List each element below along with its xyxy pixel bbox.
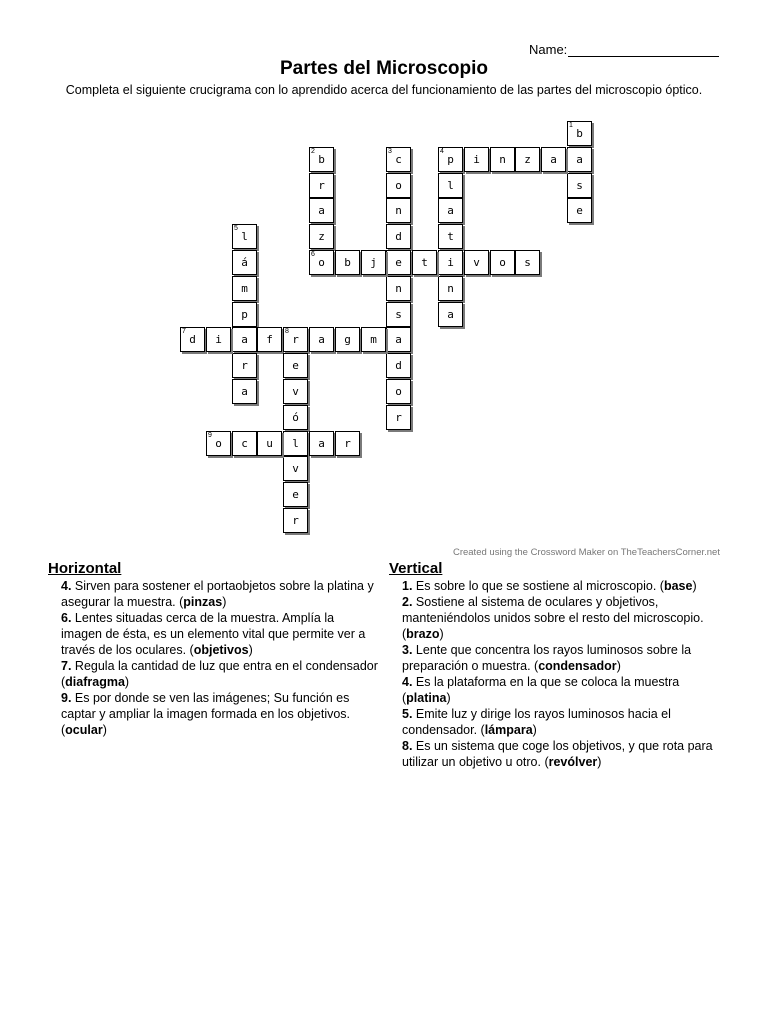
clue-num: 2. — [402, 595, 413, 609]
crossword-cell[interactable] — [283, 353, 308, 378]
crossword-cell[interactable] — [567, 147, 592, 172]
crossword-cell[interactable] — [567, 173, 592, 198]
clue-end: ) — [616, 659, 621, 673]
clue-text: Emite luz y dirige los rayos luminosos hacia el condensador. ( — [402, 707, 671, 737]
cell-letter: a — [395, 333, 402, 346]
crossword-cell[interactable] — [232, 276, 257, 301]
cell-letter: a — [318, 204, 325, 217]
clue-number: 5 — [234, 225, 238, 232]
cell-letter: v — [473, 256, 480, 269]
crossword-cell[interactable] — [386, 405, 411, 430]
clue-text: Sirven para sostener el portaobjetos sobre la platina y asegurar la muestra. ( — [61, 579, 374, 609]
cell-letter: o — [395, 385, 402, 398]
cell-letter: t — [421, 256, 428, 269]
clue-num: 9. — [61, 691, 72, 705]
clue-item — [389, 738, 719, 770]
clue-number: 7 — [182, 328, 186, 335]
cell-letter: f — [266, 333, 273, 346]
crossword-cell[interactable] — [567, 121, 592, 146]
clue-end: ) — [446, 691, 451, 705]
cell-letter: a — [576, 153, 583, 166]
clue-number: 6 — [311, 251, 315, 258]
cell-letter: a — [447, 308, 454, 321]
clue-answer: pinzas — [183, 595, 223, 609]
cell-letter: n — [447, 282, 454, 295]
crossword-cell[interactable] — [515, 250, 540, 275]
crossword-cell[interactable] — [567, 198, 592, 223]
cell-letter: r — [318, 179, 325, 192]
clue-number: 4 — [440, 148, 444, 155]
crossword-cell[interactable] — [386, 198, 411, 223]
clue-text: Es por donde se ven las imágenes; Su función es captar y ampliar la imagen formada en los objetivos. ( — [61, 691, 351, 737]
crossword-cell[interactable] — [541, 147, 566, 172]
clue-item — [48, 658, 378, 690]
cell-letter: o — [215, 437, 222, 450]
cell-letter: o — [499, 256, 506, 269]
crossword-cell[interactable] — [309, 224, 334, 249]
cell-letter: p — [447, 153, 454, 166]
cell-letter: l — [241, 230, 248, 243]
crossword-cell[interactable] — [386, 250, 411, 275]
crossword-cell[interactable] — [309, 198, 334, 223]
cell-letter: b — [576, 127, 583, 140]
crossword-cell[interactable] — [438, 250, 463, 275]
crossword-cell[interactable] — [335, 431, 360, 456]
clue-end: ) — [692, 579, 697, 593]
clue-end: ) — [597, 755, 602, 769]
clue-end: ) — [102, 723, 107, 737]
clue-answer: diafragma — [65, 675, 125, 689]
crossword-cell[interactable] — [438, 276, 463, 301]
cell-letter: s — [524, 256, 531, 269]
clue-num: 1. — [402, 579, 413, 593]
clue-text: Sostiene al sistema de oculares y objetivos, manteniéndolos unidos sobre el resto del microscopio. ( — [402, 595, 704, 641]
cell-letter: s — [395, 308, 402, 321]
crossword-cell[interactable] — [283, 327, 308, 352]
crossword-cell[interactable] — [309, 173, 334, 198]
crossword-cell[interactable] — [232, 327, 257, 352]
crossword-cell[interactable] — [490, 147, 515, 172]
cell-letter: r — [395, 411, 402, 424]
cell-letter: r — [241, 359, 248, 372]
clue-answer: lámpara — [484, 723, 533, 737]
cell-letter: a — [550, 153, 557, 166]
clue-text: Es sobre lo que se sostiene al microscopio. ( — [412, 579, 664, 593]
crossword-cell[interactable] — [180, 327, 205, 352]
clue-end: ) — [248, 643, 253, 657]
cell-letter: m — [241, 282, 248, 295]
cell-letter: i — [473, 153, 480, 166]
cell-letter: z — [318, 230, 325, 243]
crossword-cell[interactable] — [438, 302, 463, 327]
cell-letter: t — [447, 230, 454, 243]
clue-text: Es la plataforma en la que se coloca la muestra ( — [402, 675, 680, 705]
crossword-cell[interactable] — [386, 379, 411, 404]
cell-letter: e — [576, 204, 583, 217]
instructions: Completa el siguiente crucigrama con lo aprendido acerca del funcionamiento de las partes del microscopio óptico. — [65, 83, 703, 97]
clue-item — [389, 594, 719, 642]
crossword-cell[interactable] — [283, 379, 308, 404]
cell-letter: c — [241, 437, 248, 450]
clue-num: 4. — [402, 675, 413, 689]
crossword-cell[interactable] — [257, 431, 282, 456]
crossword-cell[interactable] — [386, 224, 411, 249]
clue-num: 8. — [402, 739, 413, 753]
clue-item — [389, 578, 719, 594]
crossword-cell[interactable] — [283, 482, 308, 507]
crossword-cell[interactable] — [464, 147, 489, 172]
clue-item — [389, 674, 719, 706]
crossword-cell[interactable] — [412, 250, 437, 275]
cell-letter: r — [344, 437, 351, 450]
cell-letter: b — [344, 256, 351, 269]
cell-letter: z — [524, 153, 531, 166]
crossword-cell[interactable] — [309, 250, 334, 275]
clue-end: ) — [222, 595, 227, 609]
clue-number: 1 — [569, 122, 573, 129]
clue-answer: revólver — [548, 755, 598, 769]
crossword-cell[interactable] — [386, 327, 411, 352]
clue-num: 7. — [61, 659, 72, 673]
clue-text: Lentes situadas cerca de la muestra. Amplía la imagen de ésta, es un elemento vital que permite ver a través de los oculares. ( — [61, 611, 366, 657]
cell-letter: i — [215, 333, 222, 346]
crossword-cell[interactable] — [386, 173, 411, 198]
cell-letter: e — [292, 488, 299, 501]
clue-answer: condensador — [538, 659, 617, 673]
crossword-cell[interactable] — [232, 379, 257, 404]
cell-letter: a — [318, 333, 325, 346]
horizontal-heading: Horizontal — [48, 560, 122, 577]
name-label: Name: — [529, 42, 568, 57]
crossword-cell[interactable] — [438, 198, 463, 223]
clue-text: Lente que concentra los rayos luminosos sobre la preparación o muestra. ( — [402, 643, 692, 673]
clue-text: Regula la cantidad de luz que entra en el condensador ( — [61, 659, 378, 689]
cell-letter: a — [241, 385, 248, 398]
crossword-cell[interactable] — [361, 327, 386, 352]
clue-end: ) — [532, 723, 537, 737]
cell-letter: u — [266, 437, 273, 450]
cell-letter: ó — [292, 411, 299, 424]
cell-letter: a — [318, 437, 325, 450]
cell-letter: l — [292, 437, 299, 450]
vertical-clues — [389, 560, 719, 770]
crossword-cell[interactable] — [335, 327, 360, 352]
cell-letter: i — [447, 256, 454, 269]
clue-num: 5. — [402, 707, 413, 721]
clue-answer: base — [663, 579, 693, 593]
cell-letter: c — [395, 153, 402, 166]
cell-letter: m — [370, 333, 377, 346]
cell-letter: v — [292, 462, 299, 475]
cell-letter: e — [395, 256, 402, 269]
crossword-cell[interactable] — [515, 147, 540, 172]
cell-letter: e — [292, 359, 299, 372]
clue-number: 9 — [208, 432, 212, 439]
cell-letter: a — [447, 204, 454, 217]
clue-answer: brazo — [406, 627, 440, 641]
crossword-cell[interactable] — [361, 250, 386, 275]
crossword-cell[interactable] — [232, 250, 257, 275]
clue-item — [48, 690, 378, 738]
clue-item — [389, 706, 719, 738]
cell-letter: o — [395, 179, 402, 192]
clue-num: 4. — [61, 579, 72, 593]
clue-item — [389, 642, 719, 674]
crossword-cell[interactable] — [386, 353, 411, 378]
crossword-cell[interactable] — [232, 431, 257, 456]
clue-answer: ocular — [65, 723, 103, 737]
crossword-cell[interactable] — [283, 405, 308, 430]
cell-letter: s — [576, 179, 583, 192]
crossword-cell[interactable] — [335, 250, 360, 275]
cell-letter: á — [241, 256, 248, 269]
cell-letter: d — [395, 359, 402, 372]
cell-letter: p — [241, 308, 248, 321]
cell-letter: b — [318, 153, 325, 166]
vertical-heading: Vertical — [389, 560, 443, 577]
cell-letter: l — [447, 179, 454, 192]
horizontal-clues — [48, 560, 378, 738]
clue-text: Es un sistema que coge los objetivos, y que rota para utilizar un objetivo u otro. ( — [402, 739, 713, 769]
cell-letter: n — [395, 282, 402, 295]
clue-num: 3. — [402, 643, 413, 657]
crossword-cell[interactable] — [206, 431, 231, 456]
crossword-cell[interactable] — [438, 224, 463, 249]
cell-letter: d — [395, 230, 402, 243]
clue-num: 6. — [61, 611, 72, 625]
crossword-cell[interactable] — [283, 456, 308, 481]
cell-letter: a — [241, 333, 248, 346]
crossword-cell[interactable] — [232, 302, 257, 327]
cell-letter: g — [344, 333, 351, 346]
clue-end: ) — [124, 675, 130, 689]
clue-number: 3 — [388, 148, 392, 155]
clue-answer: objetivos — [193, 643, 249, 657]
crossword-cell[interactable] — [232, 224, 257, 249]
crossword-cell[interactable] — [386, 276, 411, 301]
crossword-cell[interactable] — [206, 327, 231, 352]
cell-letter: j — [370, 256, 377, 269]
cell-letter: d — [189, 333, 196, 346]
clue-answer: platina — [406, 691, 447, 705]
credit-text: Created using the Crossword Maker on TheTeachersCorner.net — [452, 547, 720, 558]
cell-letter: r — [292, 333, 299, 346]
crossword-cell[interactable] — [464, 250, 489, 275]
crossword-cell[interactable] — [438, 147, 463, 172]
crossword-cell[interactable] — [438, 173, 463, 198]
cell-letter: r — [292, 514, 299, 527]
crossword-cell[interactable] — [309, 431, 334, 456]
crossword-cell[interactable] — [386, 302, 411, 327]
page-title: Partes del Microscopio — [279, 58, 488, 79]
clue-end: ) — [439, 627, 444, 641]
crossword-cell[interactable] — [283, 508, 308, 533]
crossword-cell[interactable] — [490, 250, 515, 275]
cell-letter: v — [292, 385, 299, 398]
clue-number: 2 — [311, 148, 315, 155]
clue-item — [48, 578, 378, 610]
crossword-cell[interactable] — [386, 147, 411, 172]
crossword-cell[interactable] — [309, 147, 334, 172]
crossword-cell[interactable] — [283, 431, 308, 456]
crossword-cell[interactable] — [232, 353, 257, 378]
cell-letter: n — [395, 204, 402, 217]
crossword-cell[interactable] — [257, 327, 282, 352]
clue-item — [48, 610, 378, 658]
cell-letter: o — [318, 256, 325, 269]
clue-number: 8 — [285, 328, 289, 335]
cell-letter: n — [499, 153, 506, 166]
crossword-cell[interactable] — [309, 327, 334, 352]
